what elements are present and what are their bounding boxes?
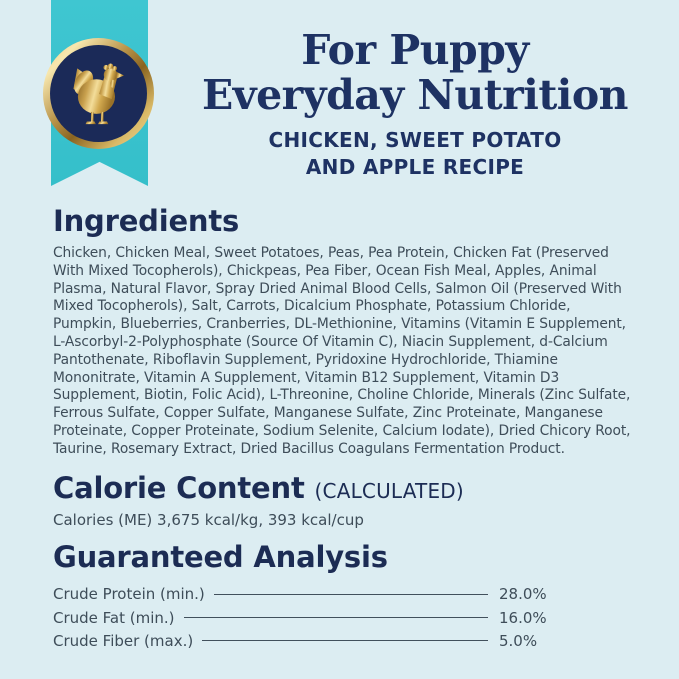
leader-line — [184, 617, 488, 618]
ga-row-label: Crude Fat (min.) — [53, 608, 175, 627]
ingredients-text: Chicken, Chicken Meal, Sweet Potatoes, Peas, Pea Protein, Chicken Fat (Preserved With Mixed Tocopherols), Chickpeas, Pea Fiber, Ocean Fish Meal, Apples, Animal Plasma, Natural Flavor, Spray Dried Animal Blood Cells, Salmon Oil (Preserved With Mixed Tocopherols), Salt, Carrots, Dicalcium Phosphate, Potassium Chloride, Pumpkin, Blueberries, Cranberries, DL-Methionine, Vitamins (Vitamin E Supplement, L-Ascorbyl-2-Polyphosphate (Source Of Vitamin C), Niacin Supplement, d-Calcium Pantothenate, Riboflavin Supplement, Pyridoxine Hydrochloride, Thiamine Mononitrate, Vitamin A Supplement, Vitamin B12 Supplement, Vitamin D3 Supplement, Biotin, Folic Acid), L-Threonine, Choline Chloride, Minerals (Zinc Sulfate, Ferrous Sulfate, Copper Sulfate, Manganese Sulfate, Zinc Proteinate, Manganese Proteinate, Copper Proteinate, Sodium Selenite, Calcium Iodate), Dried Chicory Root, Taurine, Rosemary Extract, Dried Bacillus Coagulans Fermentation Product. — [53, 245, 631, 457]
ga-row-value: 28.0% — [499, 585, 547, 604]
calorie-content-heading-main: Calorie Content — [53, 470, 305, 505]
ga-row-value: 16.0% — [499, 608, 547, 627]
ingredients-heading: Ingredients — [53, 204, 240, 238]
guaranteed-analysis-table — [53, 583, 545, 653]
leader-line — [214, 594, 488, 595]
calories-line: Calories (ME) 3,675 kcal/kg, 393 kcal/cup — [53, 510, 364, 529]
page-title — [178, 28, 652, 118]
table-row — [53, 606, 545, 629]
chicken-icon — [67, 60, 131, 128]
guaranteed-analysis-heading: Guaranteed Analysis — [53, 539, 388, 574]
gold-badge-ring — [43, 38, 154, 149]
ga-row-value: 5.0% — [499, 631, 538, 650]
title-line-1: For Puppy — [301, 26, 529, 74]
calorie-content-heading-suffix: (CALCULATED) — [314, 478, 464, 503]
subtitle-line-2: AND APPLE RECIPE — [305, 155, 525, 179]
ga-row-label: Crude Fiber (max.) — [53, 631, 194, 650]
navy-badge-circle — [50, 45, 147, 142]
table-row — [53, 583, 545, 606]
label-content — [53, 204, 635, 652]
leader-line — [202, 640, 488, 641]
title-line-2: Everyday Nutrition — [202, 71, 628, 119]
calorie-content-heading — [53, 471, 635, 508]
subtitle-line-1: CHICKEN, SWEET POTATO — [268, 128, 562, 152]
header — [178, 28, 652, 181]
recipe-subtitle — [178, 127, 652, 181]
ga-row-label: Crude Protein (min.) — [53, 585, 205, 604]
table-row — [53, 629, 545, 652]
